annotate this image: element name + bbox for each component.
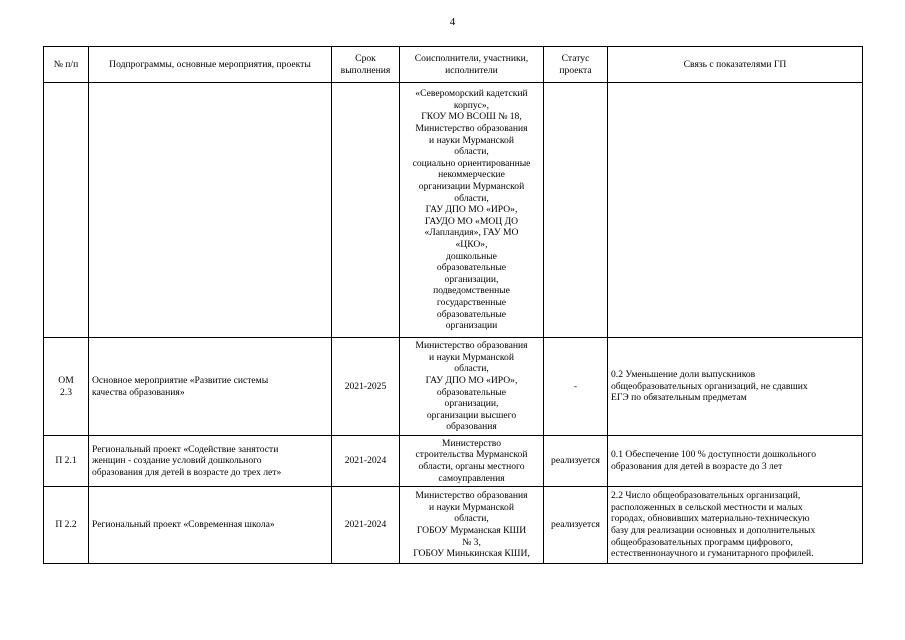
cell-status: [544, 83, 608, 338]
cell-num-line: П 2.1: [55, 455, 77, 467]
cell-status: реализуется: [544, 487, 608, 564]
cell-participants-line: ГОБОУ Минькинская КШИ,: [413, 548, 530, 560]
cell-participants-line: строительства Мурманской: [415, 449, 528, 461]
cell-num-line: П 2.2: [55, 519, 77, 531]
cell-participants: [400, 436, 544, 487]
cell-indicators: [608, 436, 863, 487]
cell-participants-line: «Североморский кадетский: [415, 88, 528, 100]
cell-program: [89, 436, 332, 487]
cell-indicators-line: 0.1 Обеспечение 100 % доступности дошкольного: [611, 449, 816, 461]
cell-participants-line: корпус»,: [453, 99, 490, 111]
cell-status: -: [544, 338, 608, 436]
cell-program-line: Региональный проект «Содействие занятости: [92, 443, 279, 455]
cell-deadline: 2021-2025: [332, 338, 400, 436]
cell-participants-line: «ЦКО»,: [455, 238, 488, 250]
cell-participants-line: Министерство образования: [415, 340, 528, 352]
cell-program-line: Основное мероприятие «Развитие системы: [92, 374, 269, 386]
cell-participants-line: организации,: [444, 273, 499, 285]
table-header-row: [44, 47, 863, 83]
table-row: [44, 436, 863, 487]
cell-program: [89, 83, 332, 338]
cell-participants-line: организации Мурманской: [418, 181, 525, 193]
cell-deadline: 2021-2024: [332, 436, 400, 487]
cell-program-line: Региональный проект «Современная школа»: [92, 519, 275, 531]
cell-participants-line: Министерство: [441, 437, 502, 449]
cell-participants-line: ГКОУ МО ВСОШ № 18,: [421, 111, 522, 123]
cell-participants-line: области,: [454, 146, 489, 158]
cell-num: [44, 83, 89, 338]
cell-participants: [400, 487, 544, 564]
cell-num: [44, 436, 89, 487]
header-participants: Соисполнители, участники, исполнители: [400, 47, 544, 83]
cell-indicators-line: ЕГЭ по обязательным предметам: [611, 392, 747, 404]
cell-participants: [400, 83, 544, 338]
cell-participants-line: и науки Мурманской: [429, 501, 514, 513]
table-row: [44, 487, 863, 564]
cell-participants-line: «Лапландия», ГАУ МО: [424, 227, 519, 239]
table-row: [44, 338, 863, 436]
cell-indicators-line: городах, обновивших материально-техническую: [611, 513, 810, 525]
header-deadline: Срок выполнения: [332, 47, 400, 83]
cell-num-line: 2.3: [60, 386, 72, 398]
cell-participants-line: области,: [454, 363, 489, 375]
cell-participants: [400, 338, 544, 436]
cell-participants-line: и науки Мурманской: [429, 351, 514, 363]
cell-participants-line: организации,: [444, 398, 499, 410]
header-num: № п/п: [44, 47, 89, 83]
cell-indicators: [608, 487, 863, 564]
cell-participants-line: образовательные: [436, 308, 507, 320]
cell-program: [89, 487, 332, 564]
cell-participants-line: некоммерческие: [438, 169, 505, 181]
cell-deadline: [332, 83, 400, 338]
cell-participants-line: государственные: [436, 296, 507, 308]
cell-program: [89, 338, 332, 436]
cell-participants-line: № 3,: [462, 536, 481, 548]
cell-participants-line: области,: [454, 513, 489, 525]
cell-participants-line: образовательные: [436, 262, 507, 274]
cell-participants-line: Министерство образования: [415, 490, 528, 502]
cell-indicators: [608, 83, 863, 338]
cell-participants-line: ГАУДО МО «МОЦ ДО: [424, 215, 519, 227]
cell-indicators-line: образования для детей в возрасте до 3 лет: [611, 461, 783, 472]
cell-indicators-line: 2.2 Число общеобразовательных организаций,: [611, 490, 801, 502]
cell-indicators-line: естественнонаучного и гуманитарного профилей.: [611, 548, 814, 560]
page-number: 4: [449, 16, 456, 28]
cell-participants-line: подведомственные: [433, 285, 510, 297]
cell-participants-line: ГОБОУ Мурманская КШИ: [416, 525, 527, 536]
cell-participants-line: ГАУ ДПО МО «ИРО»,: [425, 204, 518, 216]
cell-participants-line: образовательные: [436, 386, 507, 398]
cell-participants-line: области, органы местного: [418, 461, 525, 472]
table-row: [44, 83, 863, 338]
cell-participants-line: области,: [454, 192, 489, 204]
cell-num: [44, 338, 89, 436]
cell-indicators-line: общеобразовательных организаций, не сдавших: [611, 380, 808, 392]
cell-participants-line: дошкольные: [446, 250, 497, 262]
cell-indicators-line: базу для реализации основных и дополнительных: [611, 525, 816, 536]
cell-indicators-line: общеобразовательных программ цифрового,: [611, 536, 793, 548]
cell-indicators-line: 0.2 Уменьшение доли выпускников: [611, 369, 756, 381]
cell-program-line: качества образования»: [92, 386, 185, 398]
header-program: Подпрограммы, основные мероприятия, проекты: [89, 47, 332, 83]
cell-participants-line: организации: [445, 320, 498, 332]
cell-participants-line: и науки Мурманской: [429, 134, 514, 146]
cell-indicators: [608, 338, 863, 436]
cell-participants-line: Министерство образования: [415, 123, 528, 135]
cell-indicators-line: расположенных в сельской местности и малых: [611, 501, 803, 513]
header-status: Статус проекта: [544, 47, 608, 83]
cell-participants-line: социально ориентированные: [412, 157, 531, 169]
cell-participants-line: организации высшего: [426, 409, 517, 421]
cell-participants-line: образования: [446, 421, 497, 433]
cell-program-line: образования для детей в возрасте до трех лет»: [92, 466, 282, 478]
cell-participants-line: самоуправления: [438, 472, 505, 484]
cell-deadline: 2021-2024: [332, 487, 400, 564]
cell-status: реализуется: [544, 436, 608, 487]
cell-participants-line: ГАУ ДПО МО «ИРО»,: [425, 374, 518, 386]
cell-num: [44, 487, 89, 564]
program-table: [43, 46, 863, 564]
cell-program-line: женщин - создание условий дошкольного: [92, 455, 262, 467]
header-indicators: Связь с показателями ГП: [608, 47, 863, 83]
cell-num-line: ОМ: [58, 374, 74, 386]
